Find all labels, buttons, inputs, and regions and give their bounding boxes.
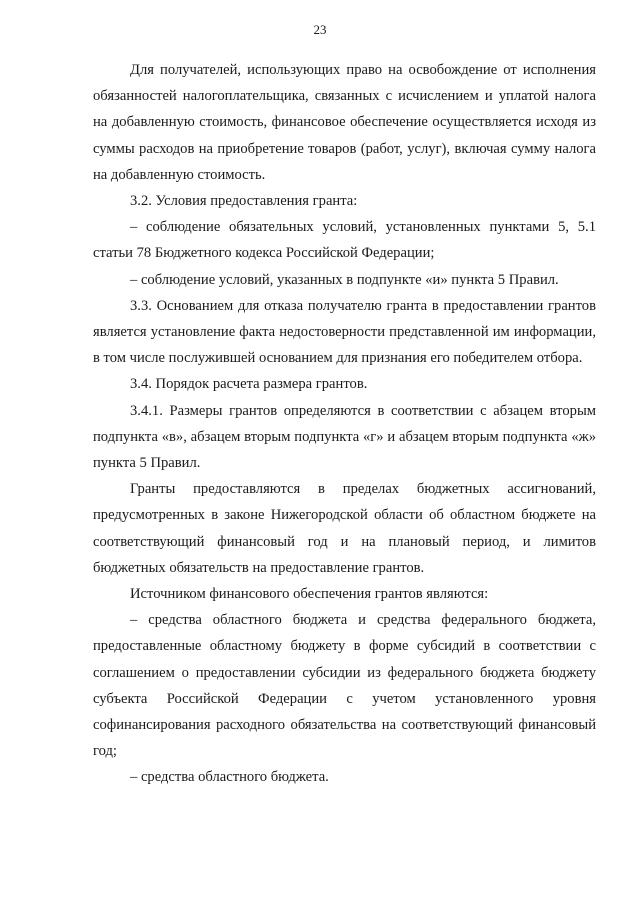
paragraph-funding-sources-heading: Источником финансового обеспечения грантов являются: [130, 586, 489, 603]
paragraph-funding-federal: – средства областного бюджета и средства федерального бюджета, предоставленные областному бюджету в форме субсидий в соответствии с соглашением о предоставлении субсидии из федерального бюджета бюджету субъекта Российской Федерации с учетом установленного уровня софинансирования расходного обязательства на соответствующий финансовый год; [93, 612, 596, 760]
paragraph-grant-conditions-heading: 3.2. Условия предоставления гранта: [130, 193, 358, 210]
paragraph-condition-budget-code: – соблюдение обязательных условий, установленных пунктами 5, 5.1 статьи 78 Бюджетного кодекса Российской Федерации; [93, 219, 596, 262]
paragraph-funding-regional: – средства областного бюджета. [130, 769, 329, 786]
paragraph-refusal-grounds: 3.3. Основанием для отказа получателю гранта в предоставлении грантов является установление факта недостоверности представленной им информации, в том числе послужившей основанием для признания его победителем отбора. [93, 297, 596, 367]
paragraph-grant-sizes: 3.4.1. Размеры грантов определяются в соответствии с абзацем вторым подпункта «в», абзацем вторым подпункта «г» и абзацем вторым подпункта «ж» пункта 5 Правил. [93, 402, 596, 472]
paragraph-condition-rules: – соблюдение условий, указанных в подпункте «и» пункта 5 Правил. [130, 271, 559, 288]
paragraph-budget-limits: Гранты предоставляются в пределах бюджетных ассигнований, предусмотренных в законе Нижегородской области об областном бюджете на соответствующий финансовый год и на плановый период, и лимитов бюджетных обязательств на предоставление грантов. [93, 481, 596, 576]
page-number: 23 [313, 22, 327, 37]
document-body [93, 57, 596, 791]
paragraph-calculation-heading: 3.4. Порядок расчета размера грантов. [130, 376, 368, 393]
paragraph-vat-exemption: Для получателей, использующих право на освобождение от исполнения обязанностей налогоплательщика, связанных с исчислением и уплатой налога на добавленную стоимость, финансовое обеспечение осуществляется исходя из суммы расходов на приобретение товаров (работ, услуг), включая сумму налога на добавленную стоимость. [93, 62, 596, 183]
